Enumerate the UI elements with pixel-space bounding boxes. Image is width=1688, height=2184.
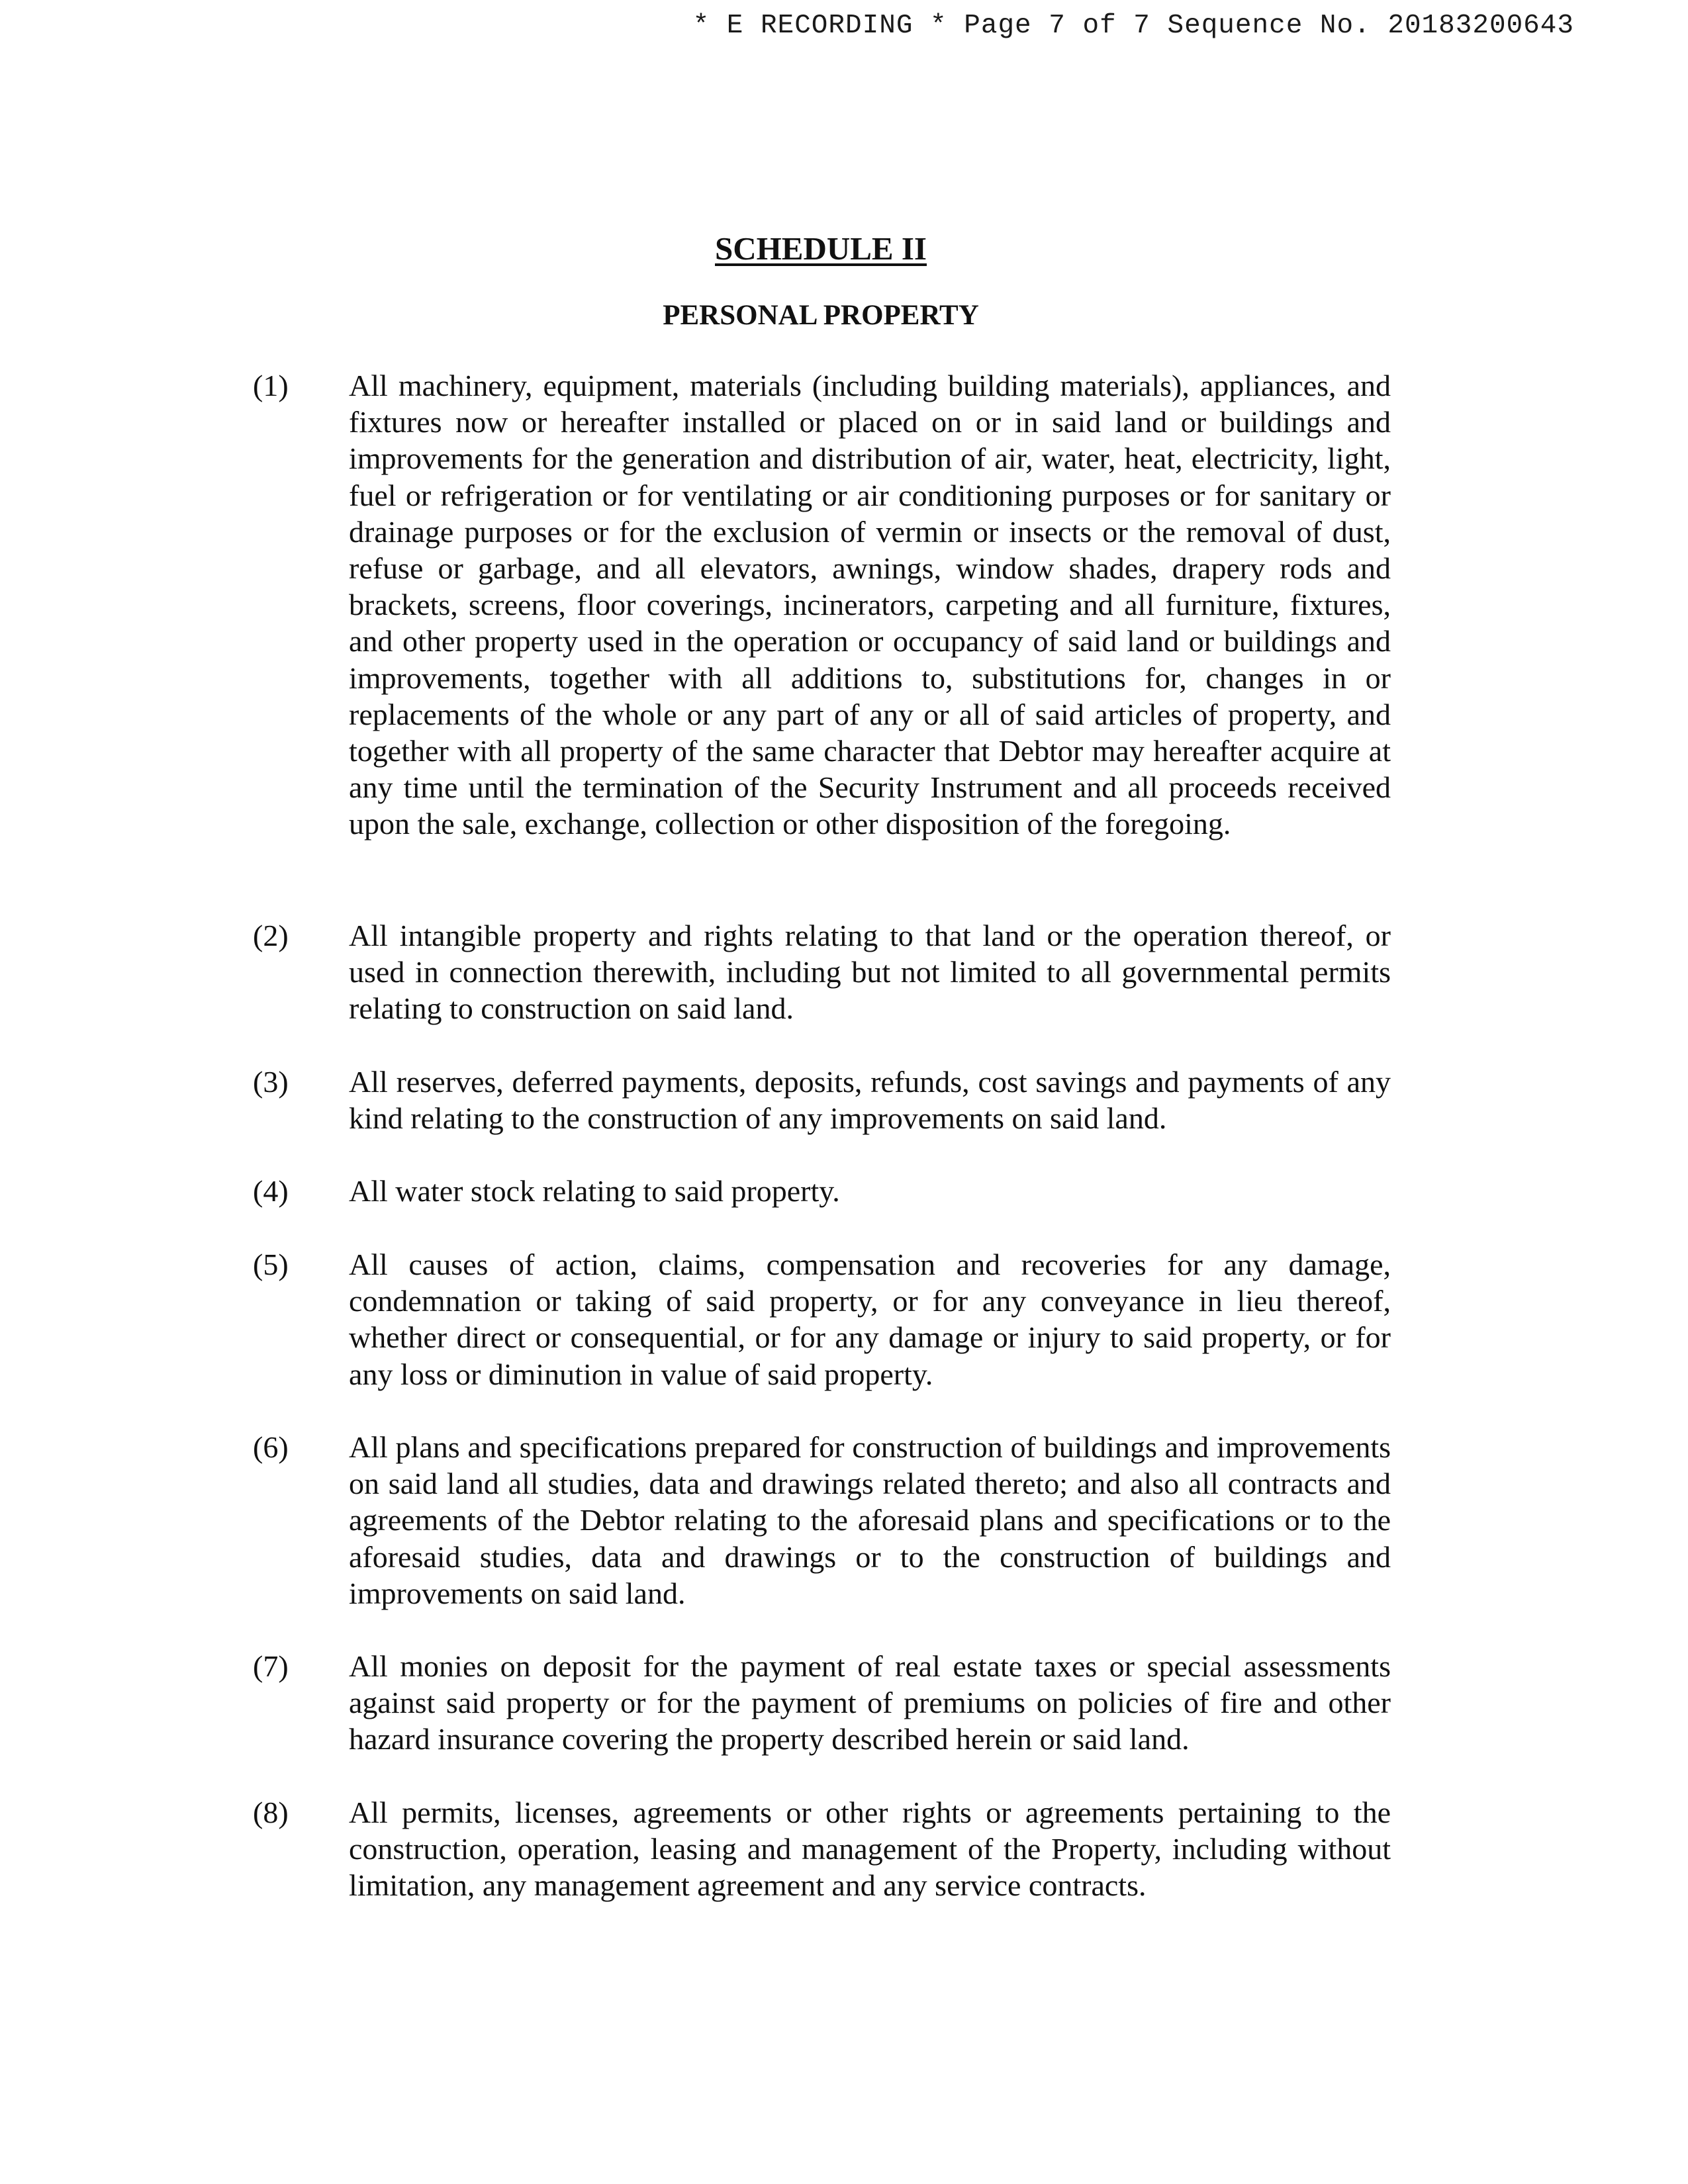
item-text: All water stock relating to said property. bbox=[349, 1174, 840, 1208]
item-number: (7) bbox=[253, 1649, 289, 1683]
item-number: (5) bbox=[253, 1248, 289, 1281]
item-number: (2) bbox=[253, 919, 289, 952]
recording-stamp: * E RECORDING * Page 7 of 7 Sequence No. 20183200643 bbox=[692, 11, 1574, 41]
item-text: All reserves, deferred payments, deposits, refunds, cost savings and payments of any kind relating to the construction of any improvements on said land. bbox=[349, 1065, 1391, 1136]
item-number: (8) bbox=[253, 1796, 289, 1829]
item-text: All causes of action, claims, compensation and recoveries for any damage, condemnation or taking of said property, or for any conveyance in lieu thereof, whether direct or consequential, or for any damage or injury to said property, or for any loss or diminution in value of said property. bbox=[349, 1248, 1391, 1391]
item-number: (1) bbox=[253, 369, 289, 402]
item-number: (6) bbox=[253, 1430, 289, 1464]
item-text: All plans and specifications prepared for construction of buildings and improvements on said land all studies, data and drawings related thereto; and also all contracts and agreements of the Debtor relating to the aforesaid plans and specifications or to the aforesaid studies, data and drawings or to the construction of buildings and improvements on said land. bbox=[349, 1430, 1391, 1610]
document-title: SCHEDULE II bbox=[715, 230, 927, 267]
item-number: (4) bbox=[253, 1174, 289, 1208]
item-text: All machinery, equipment, materials (including building materials), appliances, and fixtures now or hereafter installed or placed on or in said land or buildings and improvements for the generation and distribution of air, water, heat, electricity, light, fuel or refrigeration or for ventilating or air conditioning purposes or for sanitary or drainage purposes or for the exclusion of vermin or insects or the removal of dust, refuse or garbage, and all elevators, awnings, window shades, drapery rods and brackets, screens, floor coverings, incinerators, carpeting and all furniture, fixtures, and other property used in the operation or occupancy of said land or buildings and improvements, together with all additions to, substitutions for, changes in or replacements of the whole or any part of any or all of said articles of property, and together with all property of the same character that Debtor may hereafter acquire at any time until the termination of the Security Instrument and all proceeds received upon the sale, exchange, collection or other disposition of the foregoing. bbox=[349, 369, 1391, 841]
item-number: (3) bbox=[253, 1065, 289, 1099]
item-text: All monies on deposit for the payment of real estate taxes or special assessments against said property or for the payment of premiums on policies of fire and other hazard insurance covering the property described herein or said land. bbox=[349, 1649, 1391, 1756]
document-subtitle: PERSONAL PROPERTY bbox=[663, 300, 979, 331]
item-text: All permits, licenses, agreements or other rights or agreements pertaining to the construction, operation, leasing and management of the Property, including without limitation, any management agreement and any service contracts. bbox=[349, 1796, 1391, 1903]
item-text: All intangible property and rights relating to that land or the operation thereof, or used in connection therewith, including but not limited to all governmental permits relating to construction on said land. bbox=[349, 919, 1391, 1026]
